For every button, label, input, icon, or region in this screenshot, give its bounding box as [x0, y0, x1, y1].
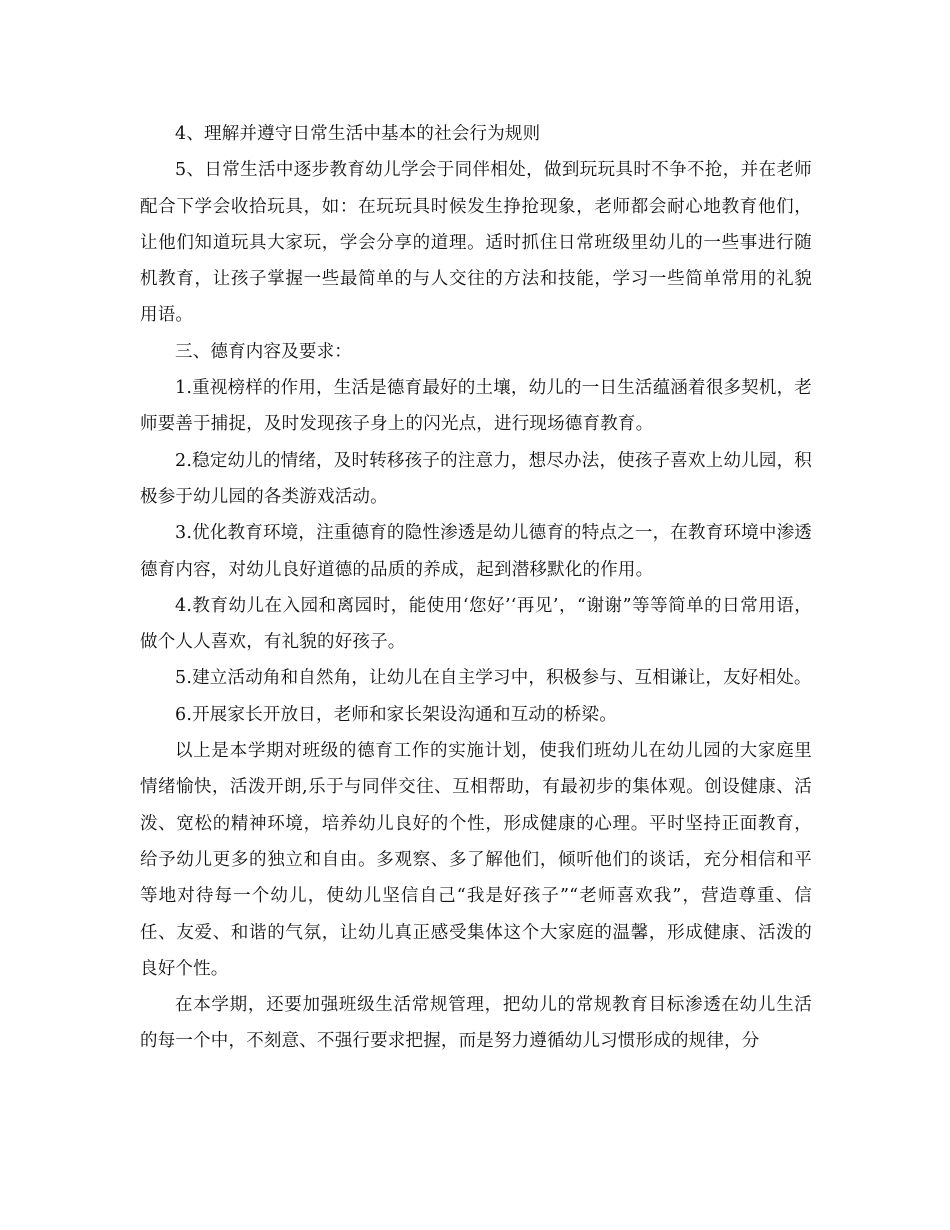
paragraph-item-4: 4.教育幼儿在入园和离园时，能使用‘您好’‘再见’，“谢谢”等等简单的日常用语，做个人人喜欢，有礼貌的好孩子。 [140, 595, 812, 653]
paragraph-item-3: 3.优化教育环境，注重德育的隐性渗透是幼儿德育的特点之一，在教育环境中渗透德育内容，对幼儿良好道德的品质的养成，起到潜移默化的作用。 [140, 523, 812, 580]
paragraph-item-2: 2.稳定幼儿的情绪，及时转移孩子的注意力，想尽办法，使孩子喜欢上幼儿园，积极参于幼儿园的各类游戏活动。 [140, 450, 812, 507]
paragraph-rule-4: 4、理解并遵守日常生活中基本的社会行为规则 [175, 124, 541, 144]
paragraph-summary: 以上是本学期对班级的德育工作的实施计划，使我们班幼儿在幼儿园的大家庭里情绪愉快，活泼开朗,乐于与同伴交往、互相帮助，有最初步的集体观。创设健康、活泼、宽松的精神环境，培养幼儿良好的个性，形成健康的心理。平时坚持正面教育，给予幼儿更多的独立和自由。多观察、多了解他们，倾听他们的谈话，充分相信和平等地对待每一个幼儿，使幼儿坚信自己“我是好孩子”“老师喜欢我”，营造尊重、信任、友爱、和谐的气氛，让幼儿真正感受集体这个大家庭的温馨，形成健康、活泼的良好个性。 [140, 741, 812, 979]
paragraph-item-1: 1.重视榜样的作用，生活是德育最好的土壤，幼儿的一日生活蕴涵着很多契机，老师要善于捕捉，及时发现孩子身上的闪光点，进行现场德育教育。 [140, 378, 812, 435]
paragraph-rule-5: 5、日常生活中逐步教育幼儿学会于同伴相处，做到玩玩具时不争不抢，并在老师配合下学会收拾玩具，如：在玩玩具时候发生挣抢现象，老师都会耐心地教育他们，让他们知道玩具大家玩，学会分享的道理。适时抓住日常班级里幼儿的一些事进行随机教育，让孩子掌握一些最简单的与人交往的方法和技能，学习一些简单常用的礼貌用语。 [140, 160, 812, 326]
paragraph-item-5: 5.建立活动角和自然角，让幼儿在自主学习中，积极参与、互相谦让，友好相处。 [175, 668, 812, 689]
paragraph-item-6: 6.开展家长开放日，老师和家长架设沟通和互动的桥梁。 [175, 704, 617, 725]
document-body [140, 116, 812, 1060]
paragraph-routine-management: 在本学期，还要加强班级生活常规管理，把幼儿的常规教育目标渗透在幼儿生活的每一个中，不刻意、不强行要求把握，而是努力遵循幼儿习惯形成的规律，分 [140, 995, 812, 1052]
section-heading-moral-education: 三、德育内容及要求： [175, 341, 352, 362]
